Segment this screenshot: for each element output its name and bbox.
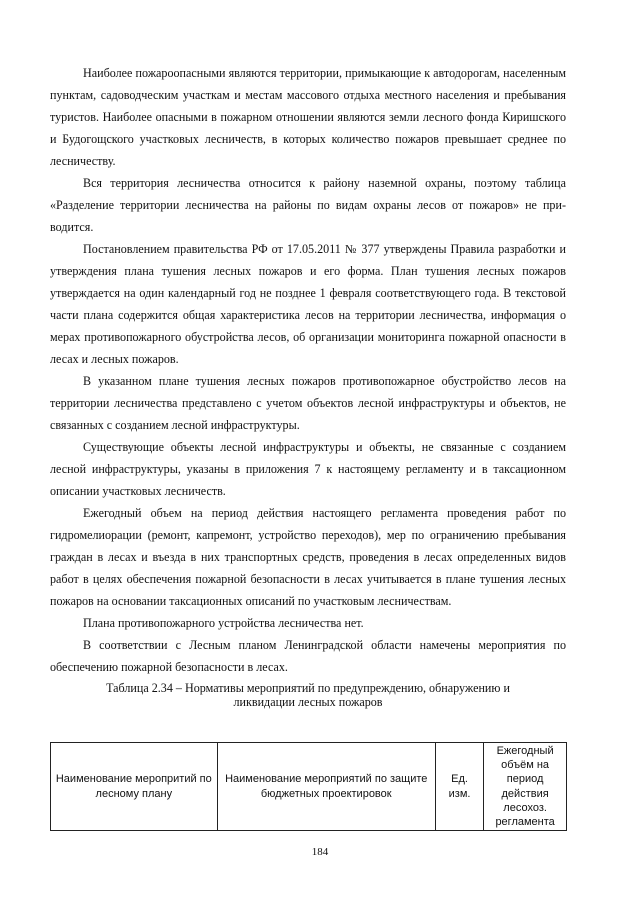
paragraph-government-decree: Постановлением правительства РФ от 17.05.2011 № 377 утверждены Правила разработки и утверждения плана тушения лесных пожаров и его форма. План тушения лесных пожаров утверждается на один календарный год не позднее 1 февраля соответствующего года. В текстовой части плана содержится общая характеристика лесов на территории лесничества, информация о мерах противопожарного обустройства лесов, об организации мониторинга пожарной опасности в лесах и лесных пожаров. (50, 242, 566, 366)
table-caption-line-2: ликвидации лесных пожаров (233, 695, 383, 709)
table-caption (50, 681, 566, 709)
paragraph-ground-protection: Вся территория лесничества относится к району наземной охраны, поэтому таблица «Разделение территории лесничества на районы по видам охраны лесов от пожаров» не приводится. (50, 176, 566, 234)
header-measure-name-forest-plan: Наименование меропритий по лесному плану (51, 743, 218, 831)
paragraph-forest-plan-measures: В соответствии с Лесным планом Ленинградской области намечены мероприятия по обеспечению пожарной безопасности в лесах. (50, 638, 566, 674)
paragraph-fire-plan-infrastructure: В указанном плане тушения лесных пожаров противопожарное обустройство лесов на территории лесничества представлено с учетом объектов лесной инфраструктуры и объектов, не связанных с созданием лесной инфраструктуры. (50, 374, 566, 432)
table-caption-line-1: Таблица 2.34 – Нормативы мероприятий по предупреждению, обнаружению и (106, 681, 510, 695)
header-measure-name-budget: Наименование мероприятий по защите бюджетных проектировок (217, 743, 435, 831)
fire-measures-table (50, 742, 567, 831)
document-body (50, 62, 566, 709)
paragraph-existing-infrastructure: Существующие объекты лесной инфраструктуры и объекты, не связанные с созданием лесной инфраструктуры, указаны в приложения 7 к настоящему регламенту и в таксационном описании участковых лесничеств. (50, 440, 566, 498)
header-unit: Ед. изм. (435, 743, 483, 831)
page-number: 184 (311, 846, 329, 858)
paragraph-fire-hazard-areas: Наиболее пожароопасными являются территории, примыкающие к автодорогам, населенным пунктам, садоводческим участкам и местам массового отдыха местного населения и пребывания туристов. Наиболее опасными в пожарном отношении являются земли лесного фонда Киришского и Будогощского участковых лесничеств, в которых количество пожаров превышает среднее по лесничеству. (50, 66, 566, 168)
table-header-row (51, 743, 567, 831)
paragraph-annual-volume: Ежегодный объем на период действия настоящего регламента проведения работ по гидромелиорации (ремонт, капремонт, устройство переходов), мер по ограничению пребывания граждан в лесах и въезда в них транспортных средств, проведения в лесах определенных видов работ в целях обеспечения пожарной безопасности в лесах учитывается в плане тушения лесных пожаров на основании таксационных описаний по участковым лесничествам. (50, 506, 566, 608)
header-annual-volume: Ежегодный объём на период действия лесохоз. регламента (484, 743, 567, 831)
paragraph-no-fire-plan: Плана противопожарного устройства лесничества нет. (83, 616, 364, 630)
